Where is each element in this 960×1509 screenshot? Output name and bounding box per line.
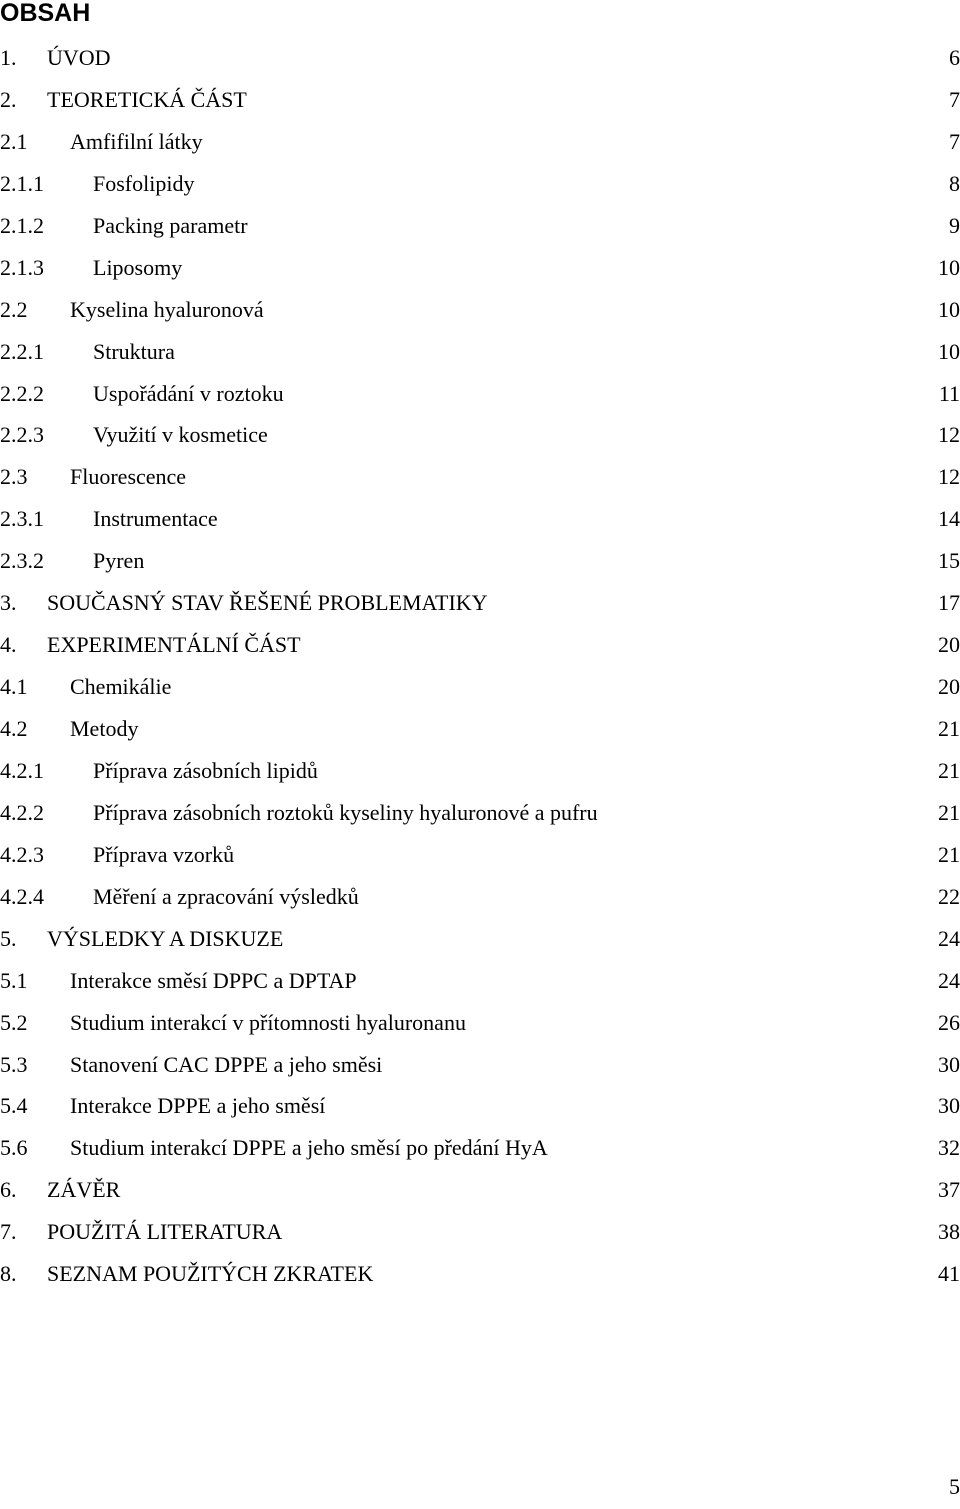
toc-entry-title: POUŽITÁ LITERATURA <box>47 1219 283 1245</box>
toc-entry-page: 30 <box>938 1093 960 1119</box>
toc-entry-page: 12 <box>938 422 960 448</box>
toc-entry[interactable] <box>0 37 960 79</box>
toc-entry[interactable] <box>0 750 960 792</box>
toc-entry-page: 21 <box>938 716 960 741</box>
toc-entry[interactable] <box>0 456 960 498</box>
toc-entry-number: 8. <box>0 1261 17 1287</box>
toc-entry-title: Fluorescence <box>70 464 187 490</box>
toc-entry-title: Liposomy <box>93 254 183 280</box>
toc-entry-title: Kyselina hyaluronová <box>70 296 264 322</box>
toc-entry-title: Chemikálie <box>70 674 172 700</box>
toc-entry-number: 4.2.1 <box>0 757 44 783</box>
toc-entry-number: 2.3.2 <box>0 548 44 574</box>
toc-entry[interactable] <box>0 540 960 582</box>
toc-entry-number: 2.3 <box>0 464 28 490</box>
toc-entry-number: 4.2.3 <box>0 841 44 867</box>
toc-entry-number: 2. <box>0 86 17 112</box>
toc-entry-page: 21 <box>938 799 960 825</box>
toc-entry-page: 26 <box>938 1009 960 1035</box>
toc-entry-number: 5.2 <box>0 1009 28 1035</box>
toc-entry-page: 17 <box>938 590 960 616</box>
toc-entry-page: 24 <box>938 967 960 993</box>
toc-entry-page: 20 <box>938 632 960 658</box>
toc-entry-page: 21 <box>938 757 960 783</box>
toc-entry-number: 2.3.1 <box>0 506 44 532</box>
toc-entry[interactable] <box>0 960 960 1002</box>
toc-entry-page: 8 <box>949 170 960 196</box>
toc-entry-page: 7 <box>949 128 960 154</box>
toc-entry-page: 7 <box>949 86 960 112</box>
toc-entry-page: 41 <box>938 1261 960 1287</box>
toc-entry[interactable] <box>0 1169 960 1211</box>
table-of-contents <box>0 37 960 1295</box>
toc-entry[interactable] <box>0 834 960 876</box>
toc-entry[interactable] <box>0 1002 960 1044</box>
toc-entry[interactable] <box>0 582 960 624</box>
toc-entry-number: 5.3 <box>0 1051 28 1077</box>
toc-entry-number: 4.2.4 <box>0 883 44 909</box>
toc-entry-title: ÚVOD <box>47 45 111 70</box>
toc-entry-page: 21 <box>938 841 960 867</box>
toc-heading: OBSAH <box>0 0 91 27</box>
toc-entry[interactable] <box>0 498 960 540</box>
toc-entry-number: 7. <box>0 1219 17 1245</box>
toc-entry[interactable] <box>0 918 960 960</box>
toc-entry-title: Fosfolipidy <box>93 170 195 196</box>
toc-entry-page: 37 <box>938 1177 960 1203</box>
toc-entry-page: 32 <box>938 1135 960 1161</box>
toc-entry-page: 10 <box>938 338 960 364</box>
toc-entry-number: 4.2.2 <box>0 799 44 825</box>
toc-entry[interactable] <box>0 331 960 373</box>
toc-entry-title: EXPERIMENTÁLNÍ ČÁST <box>47 632 301 658</box>
toc-entry-title: Příprava zásobních lipidů <box>93 757 318 783</box>
toc-entry-number: 5.1 <box>0 967 28 993</box>
toc-entry-title: Studium interakcí DPPE a jeho směsí po předání HyA <box>70 1135 548 1161</box>
toc-entry-title: VÝSLEDKY A DISKUZE <box>47 925 284 951</box>
toc-entry-number: 5. <box>0 925 17 951</box>
toc-entry[interactable] <box>0 792 960 834</box>
toc-entry[interactable] <box>0 289 960 331</box>
toc-entry-title: Amfifilní látky <box>70 128 203 154</box>
toc-entry-page: 20 <box>938 674 960 700</box>
toc-entry-number: 2.1.1 <box>0 170 44 196</box>
toc-entry[interactable] <box>0 1127 960 1169</box>
toc-entry-page: 6 <box>949 45 960 70</box>
toc-entry-title: Interakce směsí DPPC a DPTAP <box>70 967 357 993</box>
toc-entry-number: 2.2.3 <box>0 422 44 448</box>
toc-entry[interactable] <box>0 247 960 289</box>
toc-entry[interactable] <box>0 708 960 750</box>
toc-entry[interactable] <box>0 1253 960 1295</box>
toc-entry-title: Studium interakcí v přítomnosti hyaluronanu <box>70 1009 466 1035</box>
toc-entry-title: Packing parametr <box>93 212 248 238</box>
toc-entry[interactable] <box>0 163 960 205</box>
toc-entry-number: 4.2 <box>0 716 28 741</box>
toc-entry-page: 14 <box>938 506 960 532</box>
toc-entry-title: TEORETICKÁ ČÁST <box>47 86 247 112</box>
toc-entry[interactable] <box>0 373 960 415</box>
toc-entry-number: 4. <box>0 632 17 658</box>
toc-entry[interactable] <box>0 666 960 708</box>
toc-entry-title: Měření a zpracování výsledků <box>93 883 359 909</box>
toc-entry-number: 2.2.2 <box>0 380 44 406</box>
toc-entry[interactable] <box>0 1044 960 1086</box>
toc-entry[interactable] <box>0 414 960 456</box>
toc-entry-number: 3. <box>0 590 17 616</box>
toc-entry-page: 10 <box>938 254 960 280</box>
toc-entry-title: Instrumentace <box>93 506 218 532</box>
toc-entry-number: 2.2.1 <box>0 338 44 364</box>
toc-entry[interactable] <box>0 79 960 121</box>
toc-entry-page: 22 <box>938 883 960 909</box>
toc-entry-page: 10 <box>938 296 960 322</box>
toc-entry-page: 12 <box>938 464 960 490</box>
toc-entry-number: 5.6 <box>0 1135 28 1161</box>
toc-entry-number: 2.1.2 <box>0 212 44 238</box>
toc-entry-number: 2.1 <box>0 128 28 154</box>
toc-entry[interactable] <box>0 1211 960 1253</box>
toc-entry-title: Příprava zásobních roztoků kyseliny hyaluronové a pufru <box>93 799 598 825</box>
toc-entry-page: 15 <box>938 548 960 574</box>
toc-entry-page: 30 <box>938 1051 960 1077</box>
toc-entry-number: 6. <box>0 1177 17 1203</box>
toc-entry-page: 11 <box>938 380 960 406</box>
toc-entry-title: SOUČASNÝ STAV ŘEŠENÉ PROBLEMATIKY <box>47 590 488 616</box>
toc-entry-number: 2.2 <box>0 296 28 322</box>
toc-entry-title: Metody <box>70 716 139 741</box>
toc-entry-title: Stanovení CAC DPPE a jeho směsi <box>70 1051 383 1077</box>
toc-entry-title: Struktura <box>93 338 175 364</box>
toc-entry-title: Příprava vzorků <box>93 841 235 867</box>
toc-entry-title: ZÁVĚR <box>47 1177 121 1203</box>
toc-entry[interactable] <box>0 1085 960 1127</box>
toc-entry[interactable] <box>0 205 960 247</box>
toc-entry-title: Interakce DPPE a jeho směsí <box>70 1093 326 1119</box>
toc-entry-title: Pyren <box>93 548 145 574</box>
toc-entry-number: 1. <box>0 45 17 70</box>
toc-entry[interactable] <box>0 876 960 918</box>
toc-entry-title: Využití v kosmetice <box>93 422 268 448</box>
toc-entry[interactable] <box>0 121 960 163</box>
toc-entry-page: 38 <box>938 1219 960 1245</box>
toc-entry-title: Uspořádání v roztoku <box>93 380 284 406</box>
toc-entry-page: 24 <box>938 925 960 951</box>
toc-entry-number: 2.1.3 <box>0 254 44 280</box>
page-number: 5 <box>949 1474 960 1499</box>
toc-entry-title: SEZNAM POUŽITÝCH ZKRATEK <box>47 1261 374 1287</box>
toc-entry-number: 4.1 <box>0 674 28 700</box>
toc-entry[interactable] <box>0 624 960 666</box>
toc-entry-page: 9 <box>949 212 960 238</box>
toc-entry-number: 5.4 <box>0 1093 28 1119</box>
